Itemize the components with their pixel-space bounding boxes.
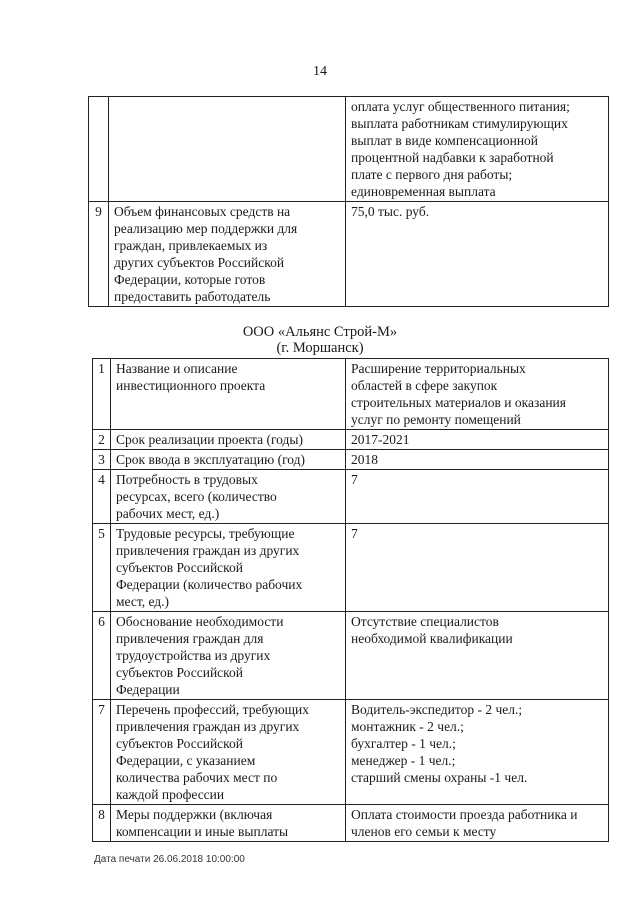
text-line: процентной надбавки к заработной xyxy=(351,150,554,165)
project-table xyxy=(92,358,609,842)
row-value xyxy=(346,97,609,202)
row-value xyxy=(346,700,609,805)
text-line: 2017-2021 xyxy=(351,432,410,447)
text-line: Объем финансовых средств на xyxy=(114,204,291,219)
row-label xyxy=(109,97,346,202)
text-line: услуг по ремонту помещений xyxy=(351,412,521,427)
row-value xyxy=(346,450,609,470)
table-row xyxy=(93,700,609,805)
row-label xyxy=(109,202,346,307)
text-line: привлечения граждан для xyxy=(116,631,264,646)
text-line: трудоустройства из других xyxy=(116,648,271,663)
text-line: Федерации, которые готов xyxy=(114,272,266,287)
text-line: Потребность в трудовых xyxy=(116,472,258,487)
company-name: ООО «Альянс Строй-М» xyxy=(242,324,398,340)
text-line: плате с первого дня работы; xyxy=(351,167,513,182)
table-row xyxy=(93,612,609,700)
text-line: субъектов Российской xyxy=(116,665,244,680)
text-line: других субъектов Российской xyxy=(114,255,285,270)
row-label xyxy=(111,524,346,612)
continued-table xyxy=(88,96,609,307)
text-line: мест, ед.) xyxy=(116,594,170,609)
text-line: членов его семьи к месту xyxy=(351,824,497,839)
text-line: компенсации и иные выплаты xyxy=(116,824,289,839)
row-number: 1 xyxy=(93,359,111,430)
text-line: необходимой квалификации xyxy=(351,631,513,646)
row-value xyxy=(346,805,609,842)
row-value xyxy=(346,524,609,612)
text-line: Федерации (количество рабочих xyxy=(116,577,303,592)
row-value xyxy=(346,202,609,307)
table-row xyxy=(93,524,609,612)
text-line: оплата услуг общественного питания; xyxy=(351,99,570,114)
row-label xyxy=(111,359,346,430)
table-row xyxy=(93,805,609,842)
row-value xyxy=(346,430,609,450)
row-number: 3 xyxy=(93,450,111,470)
text-line: бухгалтер - 1 чел.; xyxy=(351,736,456,751)
table-row xyxy=(93,359,609,430)
table-row xyxy=(89,202,609,307)
text-line: единовременная выплата xyxy=(351,184,496,199)
text-line: Срок реализации проекта (годы) xyxy=(116,432,303,447)
row-label xyxy=(111,430,346,450)
row-number: 9 xyxy=(89,202,109,307)
text-line: Водитель-экспедитор - 2 чел.; xyxy=(351,702,523,717)
table-row xyxy=(89,97,609,202)
text-line: субъектов Российской xyxy=(116,560,244,575)
page-number: 14 xyxy=(313,64,327,79)
row-value xyxy=(346,359,609,430)
text-line: областей в сфере закупок xyxy=(351,378,498,393)
row-number: 6 xyxy=(93,612,111,700)
text-line: старший смены охраны -1 чел. xyxy=(351,770,528,785)
text-line: Трудовые ресурсы, требующие xyxy=(116,526,295,541)
text-line: строительных материалов и оказания xyxy=(351,395,566,410)
table-row xyxy=(93,430,609,450)
print-date-footer: Дата печати 26.06.2018 10:00:00 xyxy=(94,854,245,865)
row-value xyxy=(346,612,609,700)
text-line: выплат в виде компенсационной xyxy=(351,133,539,148)
table-row xyxy=(93,470,609,524)
row-number: 7 xyxy=(93,700,111,805)
row-label xyxy=(111,612,346,700)
text-line: Срок ввода в эксплуатацию (год) xyxy=(116,452,306,467)
text-line: рабочих мест, ед.) xyxy=(116,506,220,521)
text-line: Название и описание xyxy=(116,361,238,376)
text-line: 7 xyxy=(351,472,358,487)
text-line: выплата работникам стимулирующих xyxy=(351,116,568,131)
text-line: Перечень профессий, требующих xyxy=(116,702,310,717)
table-row xyxy=(93,450,609,470)
text-line: Федерации, с указанием xyxy=(116,753,256,768)
text-line: Обоснование необходимости xyxy=(116,614,284,629)
text-line: Федерации xyxy=(116,682,180,697)
row-label xyxy=(111,805,346,842)
text-line: ресурсах, всего (количество xyxy=(116,489,277,504)
text-line: субъектов Российской xyxy=(116,736,244,751)
text-line: Расширение территориальных xyxy=(351,361,526,376)
text-line: менеджер - 1 чел.; xyxy=(351,753,456,768)
row-value xyxy=(346,470,609,524)
text-line: граждан, привлекаемых из xyxy=(114,238,268,253)
text-line: каждой профессии xyxy=(116,787,225,802)
text-line: количества рабочих мест по xyxy=(116,770,278,785)
text-line: 7 xyxy=(351,526,358,541)
row-number: 8 xyxy=(93,805,111,842)
text-line: привлечения граждан из других xyxy=(116,543,300,558)
row-label xyxy=(111,700,346,805)
text-line: реализацию мер поддержки для xyxy=(114,221,298,236)
company-city: (г. Моршанск) xyxy=(276,340,364,356)
text-line: привлечения граждан из других xyxy=(116,719,300,734)
text-line: инвестиционного проекта xyxy=(116,378,266,393)
text-line: монтажник - 2 чел.; xyxy=(351,719,464,734)
row-label xyxy=(111,470,346,524)
row-label xyxy=(111,450,346,470)
row-number: 2 xyxy=(93,430,111,450)
text-line: 75,0 тыс. руб. xyxy=(351,204,430,219)
row-number: 5 xyxy=(93,524,111,612)
text-line: Оплата стоимости проезда работника и xyxy=(351,807,578,822)
text-line: Меры поддержки (включая xyxy=(116,807,273,822)
text-line: предоставить работодатель xyxy=(114,289,271,304)
text-line: 2018 xyxy=(351,452,378,467)
text-line: Отсутствие специалистов xyxy=(351,614,499,629)
row-number: 4 xyxy=(93,470,111,524)
row-number xyxy=(89,97,109,202)
